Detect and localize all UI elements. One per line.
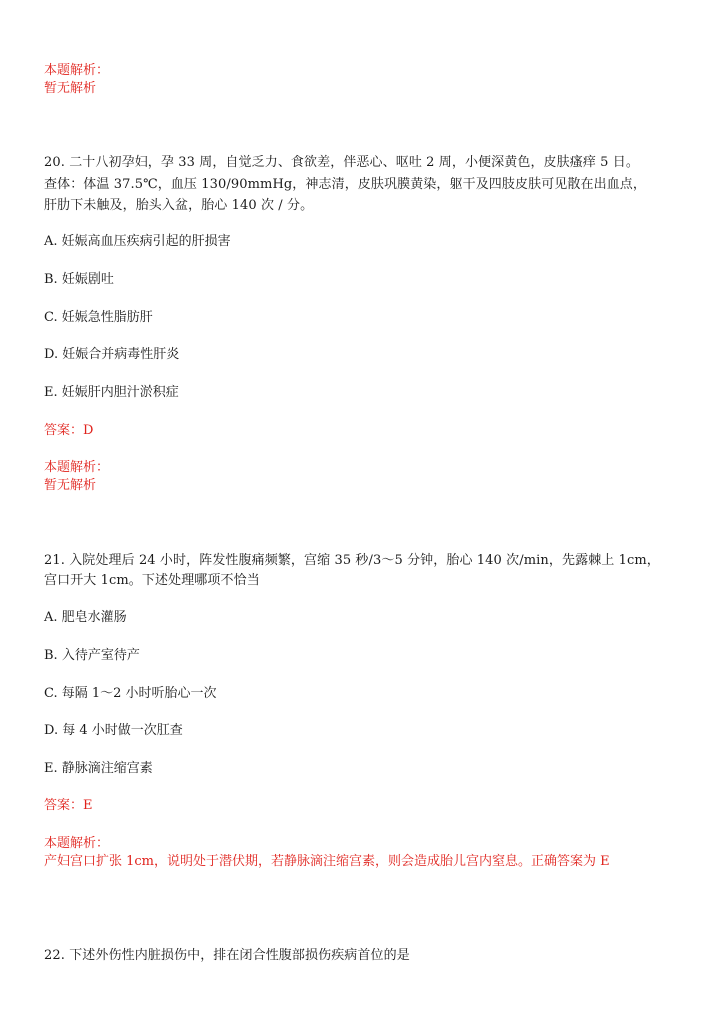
question-21-analysis-label: 本题解析：: [44, 836, 110, 851]
question-20-option-b: B. 妊娠剧吐: [44, 272, 114, 287]
question-21-line-1: 21. 入院处理后 24 小时，阵发性腹痛频繁，宫缩 35 秒/3～5 分钟，胎心 140 次/min，先露棘上 1cm，: [44, 553, 660, 568]
question-20-line-3: 肝肋下未触及，胎头入盆，胎心 140 次 / 分。: [44, 198, 314, 213]
question-21-analysis-text: 产妇宫口扩张 1cm，说明处于潜伏期，若静脉滴注缩宫素，则会造成胎儿宫内窒息。正确答案为 E: [44, 854, 610, 869]
question-21-answer: 答案：E: [44, 798, 93, 813]
question-20-option-d: D. 妊娠合并病毒性肝炎: [44, 347, 180, 362]
question-20-analysis-text: 暂无解析: [44, 478, 97, 493]
question-21-option-a: A. 肥皂水灌肠: [44, 610, 127, 625]
question-20-line-2: 查体：体温 37.5℃，血压 130/90mmHg，神志清，皮肤巩膜黄染，躯干及四肢皮肤可见散在出血点，: [44, 177, 647, 192]
analysis-label: 本题解析：: [44, 63, 110, 78]
question-20-answer: 答案：D: [44, 423, 94, 438]
question-21-option-c: C. 每隔 1～2 小时听胎心一次: [44, 686, 217, 701]
question-20-line-1: 20. 二十八初孕妇，孕 33 周，自觉乏力、食欲差，伴恶心、呕吐 2 周，小便深黄色，皮肤瘙痒 5 日。: [44, 155, 639, 170]
question-21-line-2: 宫口开大 1cm。下述处理哪项不恰当: [44, 573, 260, 588]
question-20-option-e: E. 妊娠肝内胆汁淤积症: [44, 385, 179, 400]
question-20-option-c: C. 妊娠急性脂肪肝: [44, 310, 153, 325]
analysis-text: 暂无解析: [44, 81, 97, 96]
question-20-analysis-label: 本题解析：: [44, 460, 110, 475]
question-22-line-1: 22. 下述外伤性内脏损伤中，排在闭合性腹部损伤疾病首位的是: [44, 948, 410, 963]
question-21-option-d: D. 每 4 小时做一次肛查: [44, 723, 183, 738]
question-20-option-a: A. 妊娠高血压疾病引起的肝损害: [44, 234, 231, 249]
question-21-option-b: B. 入待产室待产: [44, 648, 140, 663]
question-21-option-e: E. 静脉滴注缩宫素: [44, 761, 153, 776]
